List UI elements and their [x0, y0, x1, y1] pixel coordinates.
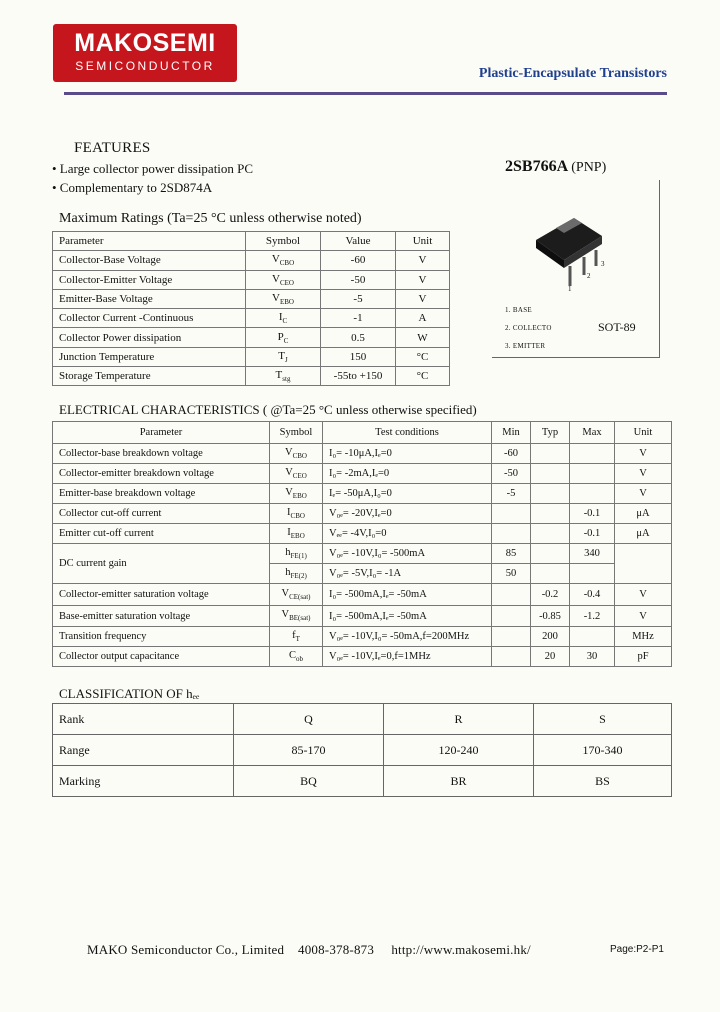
param-cell: Collector-emitter breakdown voltage	[53, 464, 270, 484]
unit-cell: V	[615, 484, 672, 504]
min-cell: 85	[492, 544, 531, 564]
symbol-main: V	[272, 291, 280, 304]
symbol-cell	[246, 309, 321, 328]
part-polarity: (PNP)	[571, 160, 607, 175]
table-row	[53, 766, 672, 797]
min-cell: -60	[492, 444, 531, 464]
symbol-sub: J	[285, 356, 288, 365]
symbol-sub: BE(sat)	[289, 614, 311, 623]
max-cell	[570, 484, 615, 504]
part-number-text: 2SB766A	[505, 158, 568, 175]
unit-cell: MHz	[615, 627, 672, 647]
symbol-cell	[270, 627, 323, 647]
max-cell	[570, 464, 615, 484]
part-number	[505, 158, 606, 176]
value-cell: -55to +150	[321, 367, 396, 386]
header-cell: Parameter	[53, 422, 270, 444]
param-cell: Collector Current -Continuous	[53, 309, 246, 328]
symbol-main: h	[285, 566, 291, 578]
symbol-main: V	[281, 587, 290, 599]
unit-cell: V	[615, 606, 672, 627]
features-heading: FEATURES	[74, 140, 151, 156]
pin-number: 1	[568, 285, 572, 293]
min-cell: -5	[492, 484, 531, 504]
logo-main-text: MAKOSEMI	[74, 29, 216, 57]
sot89-package-icon	[530, 206, 620, 294]
symbol-sub: C	[282, 317, 288, 326]
table-row	[53, 524, 672, 544]
document-type-title: Plastic-Encapsulate Transistors	[478, 66, 667, 81]
marking-cell: BQ	[234, 766, 384, 797]
symbol-sub: C	[283, 336, 289, 345]
header-divider	[64, 92, 667, 95]
typ-cell: 200	[531, 627, 570, 647]
max-cell: 340	[570, 544, 615, 564]
min-cell: -50	[492, 464, 531, 484]
symbol-cell	[270, 444, 323, 464]
param-cell: DC current gain	[53, 544, 270, 584]
header-cell: Typ	[531, 422, 570, 444]
table-row	[53, 309, 450, 328]
unit-cell: W	[396, 328, 450, 347]
pin-label-emitter: 3. EMITTER	[505, 342, 546, 350]
value-cell: -50	[321, 270, 396, 289]
symbol-main: V	[281, 609, 290, 621]
symbol-main: C	[288, 649, 296, 661]
header-cell: Max	[570, 422, 615, 444]
package-name: SOT-89	[598, 320, 636, 334]
symbol-main: T	[275, 369, 283, 382]
footer-contact	[87, 942, 531, 958]
typ-cell: 20	[531, 647, 570, 667]
symbol-cell	[246, 367, 321, 386]
condition-cell: I₀= -10μA,Iₑ=0	[323, 444, 492, 464]
unit-cell: °C	[396, 347, 450, 366]
param-cell: Base-emitter saturation voltage	[53, 606, 270, 627]
table-row	[53, 289, 450, 308]
condition-cell: V₀ₑ= -5V,I₀= -1A	[323, 564, 492, 584]
max-cell: -1.2	[570, 606, 615, 627]
typ-cell: -0.2	[531, 584, 570, 606]
page-number: Page:P2-P1	[610, 944, 664, 955]
param-cell: Collector output capacitance	[53, 647, 270, 667]
header-cell: Symbol	[270, 422, 323, 444]
param-cell: Transition frequency	[53, 627, 270, 647]
symbol-sub: EBO	[279, 298, 294, 307]
symbol-sub: CEO	[292, 472, 307, 481]
table-row	[53, 251, 450, 270]
param-cell: Collector-base breakdown voltage	[53, 444, 270, 464]
value-cell: -60	[321, 251, 396, 270]
max-cell	[570, 627, 615, 647]
symbol-sub: FE(2)	[290, 572, 307, 581]
symbol-main: V	[285, 446, 293, 458]
rank-cell: Q	[234, 704, 384, 735]
unit-cell: V	[396, 270, 450, 289]
typ-cell: -0.85	[531, 606, 570, 627]
symbol-sub: CEO	[279, 278, 294, 287]
param-cell: Junction Temperature	[53, 347, 246, 366]
min-cell	[492, 524, 531, 544]
footer-text: MAKO Semiconductor Co., Limited 4008-378-873 http://www.makosemi.hk/	[87, 942, 531, 957]
unit-cell	[615, 544, 672, 584]
symbol-sub: CBO	[290, 512, 305, 521]
unit-cell: V	[396, 289, 450, 308]
typ-cell	[531, 464, 570, 484]
rank-cell: R	[384, 704, 534, 735]
table-row	[53, 544, 672, 564]
table-row	[53, 584, 672, 606]
condition-cell: V₀ₑ= -10V,I₀= -50mA,f=200MHz	[323, 627, 492, 647]
table-row	[53, 464, 672, 484]
table-row	[53, 270, 450, 289]
unit-cell: pF	[615, 647, 672, 667]
header-cell: Value	[321, 232, 396, 251]
range-cell: 85-170	[234, 735, 384, 766]
symbol-cell	[270, 606, 323, 627]
rank-cell: S	[534, 704, 672, 735]
symbol-cell	[246, 289, 321, 308]
max-cell: -0.1	[570, 504, 615, 524]
header-cell: Test conditions	[323, 422, 492, 444]
symbol-main: f	[292, 629, 296, 641]
typ-cell	[531, 444, 570, 464]
unit-cell: V	[615, 584, 672, 606]
symbol-cell	[246, 328, 321, 347]
max-cell	[570, 564, 615, 584]
condition-cell: V₀ₑ= -10V,I₀= -500mA	[323, 544, 492, 564]
table-row	[53, 704, 672, 735]
symbol-cell	[270, 524, 323, 544]
value-cell: -1	[321, 309, 396, 328]
symbol-main: h	[285, 546, 291, 558]
value-cell: 150	[321, 347, 396, 366]
value-cell: 0.5	[321, 328, 396, 347]
typ-cell	[531, 564, 570, 584]
unit-cell: A	[396, 309, 450, 328]
condition-cell: Vₑₑ= -4V,I₀=0	[323, 524, 492, 544]
symbol-cell	[270, 544, 323, 564]
pin-number: 2	[587, 272, 591, 280]
param-cell: Storage Temperature	[53, 367, 246, 386]
unit-cell: V	[396, 251, 450, 270]
symbol-main: P	[277, 330, 284, 343]
header-cell: Unit	[396, 232, 450, 251]
electrical-heading: ELECTRICAL CHARACTERISTICS ( @Ta=25 °C unless otherwise specified)	[59, 402, 477, 417]
row-label-cell: Rank	[53, 704, 234, 735]
logo-sub-text: SEMICONDUCTOR	[75, 59, 215, 73]
company-logo	[53, 24, 237, 82]
classification-table	[52, 703, 672, 797]
condition-cell: I₀= -500mA,Iₑ= -50mA	[323, 584, 492, 606]
feature-item: • Complementary to 2SD874A	[52, 180, 213, 195]
symbol-main: I	[278, 311, 283, 324]
classification-heading: CLASSIFICATION OF hₑₑ	[59, 686, 200, 701]
row-label-cell: Range	[53, 735, 234, 766]
value-cell: -5	[321, 289, 396, 308]
symbol-cell	[270, 504, 323, 524]
max-ratings-table	[52, 231, 450, 386]
param-cell: Emitter-Base Voltage	[53, 289, 246, 308]
param-cell: Collector Power dissipation	[53, 328, 246, 347]
param-cell: Emitter cut-off current	[53, 524, 270, 544]
symbol-sub: EBO	[290, 532, 305, 541]
max-cell: -0.4	[570, 584, 615, 606]
unit-cell: V	[615, 464, 672, 484]
marking-cell: BR	[384, 766, 534, 797]
typ-cell	[531, 524, 570, 544]
min-cell: 50	[492, 564, 531, 584]
symbol-main: T	[278, 349, 285, 362]
header-cell: Min	[492, 422, 531, 444]
condition-cell: I₀= -500mA,Iₑ= -50mA	[323, 606, 492, 627]
unit-cell: μA	[615, 524, 672, 544]
max-ratings-heading: Maximum Ratings (Ta=25 °C unless otherwise noted)	[59, 211, 362, 226]
max-cell: -0.1	[570, 524, 615, 544]
symbol-sub: ob	[296, 655, 303, 664]
unit-cell: V	[615, 444, 672, 464]
table-header-row	[53, 232, 450, 251]
range-cell: 120-240	[384, 735, 534, 766]
feature-item: • Large collector power dissipation PC	[52, 161, 254, 176]
pin-label-base: 1. BASE	[505, 306, 532, 314]
table-row	[53, 328, 450, 347]
symbol-main: V	[272, 272, 280, 285]
symbol-main: I	[287, 526, 291, 538]
symbol-cell	[246, 251, 321, 270]
table-row	[53, 367, 450, 386]
symbol-main: I	[287, 506, 291, 518]
param-cell: Collector cut-off current	[53, 504, 270, 524]
table-row	[53, 484, 672, 504]
min-cell	[492, 627, 531, 647]
row-label-cell: Marking	[53, 766, 234, 797]
param-cell: Collector-Base Voltage	[53, 251, 246, 270]
symbol-cell	[270, 647, 323, 667]
symbol-sub: stg	[282, 375, 291, 384]
table-row	[53, 627, 672, 647]
pin-label-collector: 2. COLLECTO	[505, 324, 552, 332]
table-header-row	[53, 422, 672, 444]
condition-cell: I₀= -2mA,Iₑ=0	[323, 464, 492, 484]
unit-cell: μA	[615, 504, 672, 524]
symbol-cell	[246, 347, 321, 366]
symbol-sub: T	[295, 635, 300, 644]
table-row	[53, 444, 672, 464]
symbol-sub: CBO	[279, 259, 295, 268]
table-row	[53, 347, 450, 366]
table-row	[53, 504, 672, 524]
symbol-sub: CE(sat)	[289, 593, 311, 602]
symbol-cell	[270, 464, 323, 484]
range-cell: 170-340	[534, 735, 672, 766]
unit-cell: °C	[396, 367, 450, 386]
header-cell: Unit	[615, 422, 672, 444]
param-cell: Collector-emitter saturation voltage	[53, 584, 270, 606]
param-cell: Emitter-base breakdown voltage	[53, 484, 270, 504]
symbol-sub: FE(1)	[290, 552, 307, 561]
min-cell	[492, 647, 531, 667]
marking-cell: BS	[534, 766, 672, 797]
condition-cell: V₀ₑ= -10V,Iₑ=0,f=1MHz	[323, 647, 492, 667]
table-row	[53, 606, 672, 627]
symbol-cell	[246, 270, 321, 289]
symbol-sub: CBO	[292, 452, 307, 461]
condition-cell: V₀ₑ= -20V,Iₑ=0	[323, 504, 492, 524]
min-cell	[492, 504, 531, 524]
table-row	[53, 647, 672, 667]
param-cell: Collector-Emitter Voltage	[53, 270, 246, 289]
symbol-cell	[270, 484, 323, 504]
typ-cell	[531, 504, 570, 524]
table-row	[53, 735, 672, 766]
header-cell: Parameter	[53, 232, 246, 251]
max-cell: 30	[570, 647, 615, 667]
electrical-table	[52, 421, 672, 667]
header-cell: Symbol	[246, 232, 321, 251]
symbol-main: V	[271, 253, 280, 266]
symbol-cell	[270, 584, 323, 606]
condition-cell: Iₑ= -50μA,I₀=0	[323, 484, 492, 504]
symbol-main: V	[285, 466, 293, 478]
pin-number: 3	[601, 260, 605, 268]
min-cell	[492, 584, 531, 606]
symbol-cell	[270, 564, 323, 584]
symbol-sub: EBO	[292, 492, 307, 501]
symbol-main: V	[285, 486, 293, 498]
min-cell	[492, 606, 531, 627]
typ-cell	[531, 544, 570, 564]
max-cell	[570, 444, 615, 464]
typ-cell	[531, 484, 570, 504]
